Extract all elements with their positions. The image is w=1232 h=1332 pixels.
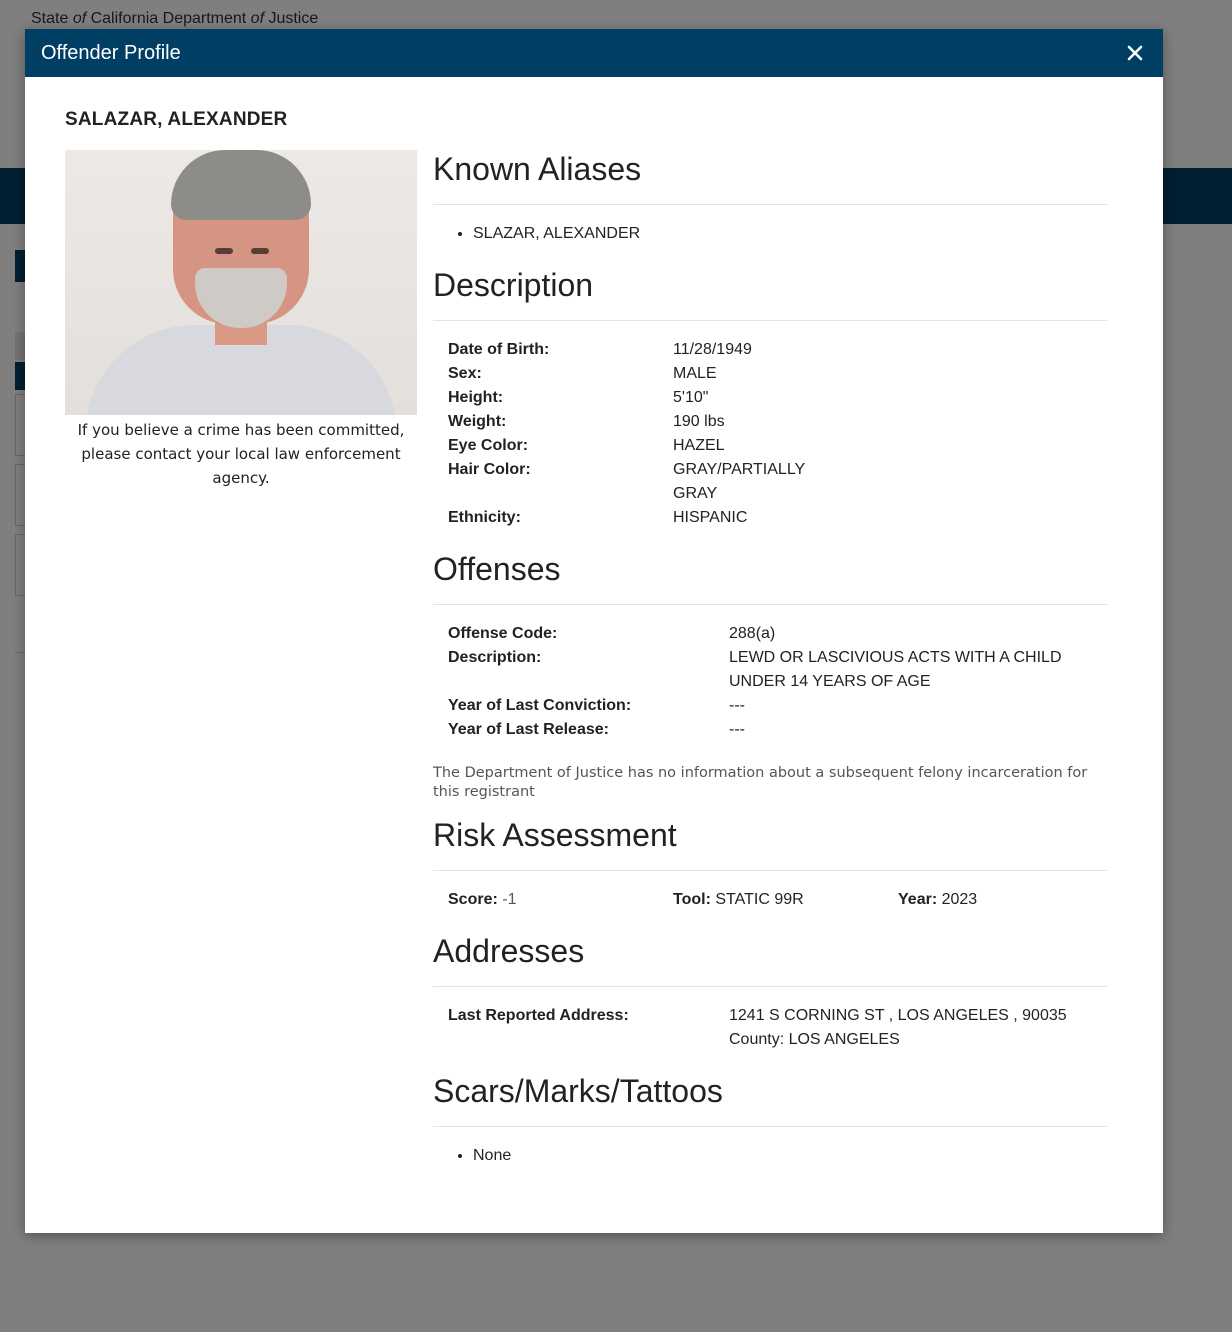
address-value [729,1004,1069,1052]
offenses-list [433,605,1107,742]
offender-profile-modal [25,29,1163,1233]
eye-color-label: Eye Color: [448,437,529,454]
smt-item: • None [473,1144,1107,1168]
address-county: County: LOS ANGELES [729,1031,900,1048]
photo-caption: If you believe a crime has been committed, please contact your local law enforcement agency. [77,421,405,487]
ethnicity-label: Ethnicity: [448,509,521,526]
offender-photo [65,150,417,415]
close-button[interactable] [1123,41,1147,65]
score-label: Score: [448,891,498,908]
risk-section [433,816,1107,912]
offense-description-value: LEWD OR LASCIVIOUS ACTS WITH A CHILD UNDER 14 YEARS OF AGE [729,649,1062,690]
incarceration-note: The Department of Justice has no information about a subsequent felony incarceration for this registrant [433,765,1088,800]
risk-heading: Risk Assessment [433,816,1107,871]
weight-value: 190 lbs [673,413,725,430]
offenses-section [433,550,1107,802]
tool-value: STATIC 99R [715,891,804,908]
offense-description-label: Description: [448,649,542,666]
last-release-label: Year of Last Release: [448,721,609,738]
description-list [433,321,1107,530]
smt-section [433,1072,1107,1168]
aliases-heading: Known Aliases [433,150,1107,205]
last-release-value: --- [729,721,745,738]
height-value: 5'10" [673,389,709,406]
address-line: 1241 S CORNING ST , LOS ANGELES , 90035 [729,1007,1067,1024]
aliases-list [433,205,1107,246]
addresses-section [433,932,1107,1052]
risk-year [898,888,1098,912]
description-section [433,266,1107,530]
modal-title: Offender Profile [41,41,181,64]
score-value: -1 [502,891,517,908]
offender-name: SALAZAR, ALEXANDER [65,109,288,130]
address-label: Last Reported Address: [448,1007,629,1024]
aliases-section [433,150,1107,246]
smt-list [433,1127,1107,1168]
hair-color-value: GRAY/PARTIALLY GRAY [673,461,805,502]
addresses-heading: Addresses [433,932,1107,987]
dob-value: 11/28/1949 [673,341,752,358]
ethnicity-value: HISPANIC [673,509,748,526]
alias-item: • SLAZAR, ALEXANDER [473,222,1107,246]
modal-body [25,77,1163,1164]
last-conviction-value: --- [729,697,745,714]
eye-color-value: HAZEL [673,437,725,454]
year-value: 2023 [941,891,978,908]
photo-column [65,150,417,490]
close-icon [1127,45,1143,61]
hair-color-label: Hair Color: [448,461,531,478]
sex-label: Sex: [448,365,482,382]
offense-code-value: 288(a) [729,625,776,642]
risk-row [433,871,1107,912]
smt-heading: Scars/Marks/Tattoos [433,1072,1107,1127]
modal-header [25,29,1163,77]
risk-tool [673,888,898,912]
last-conviction-label: Year of Last Conviction: [448,697,632,714]
height-label: Height: [448,389,504,406]
offense-code-label: Offense Code: [448,625,558,642]
description-heading: Description [433,266,1107,321]
address-list [433,987,1107,1052]
details-column [433,150,1107,1168]
dob-label: Date of Birth: [448,341,550,358]
offenses-heading: Offenses [433,550,1107,605]
risk-score [448,888,673,912]
tool-label: Tool: [673,891,711,908]
sex-value: MALE [673,365,717,382]
year-label: Year: [898,891,938,908]
weight-label: Weight: [448,413,507,430]
